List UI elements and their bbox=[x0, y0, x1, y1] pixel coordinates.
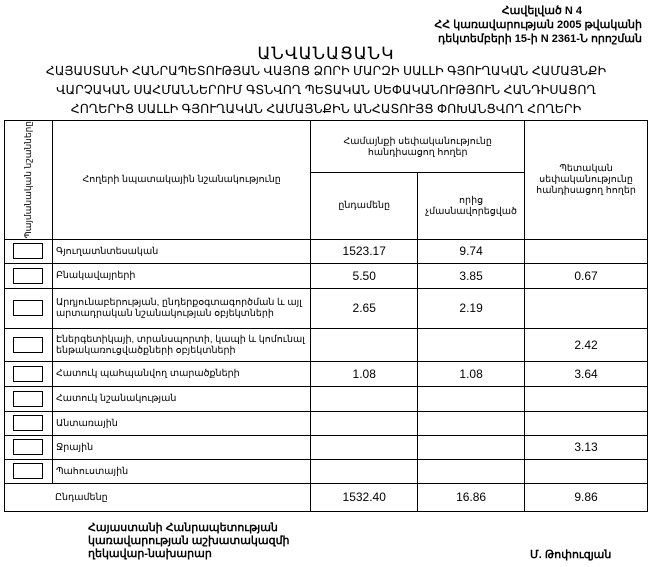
unprivatized-cell bbox=[418, 411, 525, 435]
subtitle-line: ՀՈՂԵՐԻՑ ՍԱԼԼԻ ԳՅՈՒՂԱԿԱՆ ՀԱՄԱՅՆՔԻՆ ԱՆՀԱՏՈՒՅՑ ՓՈԽԱՆՑՎՈՂ ՀՈՂԵՐԻ bbox=[70, 102, 582, 116]
symbol-cell bbox=[5, 239, 53, 263]
symbol-cell bbox=[5, 288, 53, 328]
signatory-title bbox=[88, 522, 290, 561]
purpose-cell: Պահուստային bbox=[52, 459, 310, 483]
purpose-cell: Բնակավայրերի bbox=[52, 263, 310, 288]
table-row bbox=[5, 288, 648, 328]
header-unprivatized: որից չմասնավորեցված bbox=[418, 173, 525, 239]
symbol-cell bbox=[5, 435, 53, 459]
state-cell bbox=[525, 386, 648, 411]
annex-decree-line: ՀՀ կառավարության 2005 թվականի bbox=[434, 19, 642, 31]
sum-row bbox=[5, 483, 648, 511]
total-cell bbox=[311, 435, 418, 459]
document-subtitle bbox=[0, 62, 652, 119]
total-cell: 2.65 bbox=[311, 288, 418, 328]
state-cell bbox=[525, 288, 648, 328]
total-cell: 1523.17 bbox=[311, 239, 418, 263]
subtitle-line: ՎԱՐՉԱԿԱՆ ՍԱՀՄԱՆՆԵՐՈՒՄ ԳՏՆՎՈՂ ՊԵՏԱԿԱՆ ՍԵՓԱԿԱՆՈՒԹՅՈՒՆ ՀԱՆԴԻՍԱՑՈՂ bbox=[56, 83, 596, 97]
symbol-cell bbox=[5, 411, 53, 435]
legend-symbol-box bbox=[13, 439, 43, 455]
state-cell: 3.64 bbox=[525, 361, 648, 386]
annex-reference bbox=[362, 4, 642, 46]
table-row bbox=[5, 328, 648, 361]
legend-symbol-box bbox=[13, 243, 43, 259]
annex-number: Հավելված N 4 bbox=[501, 5, 582, 17]
state-cell bbox=[525, 459, 648, 483]
annex-decree-date: դեկտեմբերի 15-ի N 2361-Ն որոշման bbox=[437, 33, 642, 45]
table-row bbox=[5, 459, 648, 483]
total-cell: 1.08 bbox=[311, 361, 418, 386]
purpose-cell: Արդյունաբերության, ընդերքօգտագործման և այլ արտադրական նշանակության օբյեկտների bbox=[52, 288, 310, 328]
land-table bbox=[4, 120, 648, 512]
state-cell bbox=[525, 411, 648, 435]
purpose-cell: Գյուղատնտեսական bbox=[52, 239, 310, 263]
unprivatized-cell bbox=[418, 435, 525, 459]
legend-symbol-box bbox=[13, 300, 43, 316]
total-cell bbox=[311, 411, 418, 435]
sum-label: Ընդամենը bbox=[5, 483, 311, 511]
total-cell bbox=[311, 328, 418, 361]
legend-symbol-box bbox=[13, 268, 43, 284]
sum-state: 9.86 bbox=[525, 483, 648, 511]
unprivatized-cell: 9.74 bbox=[418, 239, 525, 263]
table-row bbox=[5, 239, 648, 263]
unprivatized-cell bbox=[418, 459, 525, 483]
subtitle-line: ՀԱՅԱՍՏԱՆԻ ՀԱՆՐԱՊԵՏՈՒԹՅԱՆ ՎԱՅՈՑ ՁՈՐԻ ՄԱՐԶԻ ՍԱԼԼԻ ԳՅՈՒՂԱԿԱՆ ՀԱՄԱՅՆՔԻ bbox=[45, 64, 607, 78]
unprivatized-cell: 3.85 bbox=[418, 263, 525, 288]
sum-unprivatized: 16.86 bbox=[418, 483, 525, 511]
table-row bbox=[5, 386, 648, 411]
sum-total: 1532.40 bbox=[311, 483, 418, 511]
legend-symbol-box bbox=[13, 463, 43, 479]
symbol-cell bbox=[5, 459, 53, 483]
total-cell bbox=[311, 459, 418, 483]
state-cell: 2.42 bbox=[525, 328, 648, 361]
symbol-cell bbox=[5, 386, 53, 411]
state-cell: 0.67 bbox=[525, 263, 648, 288]
state-cell bbox=[525, 239, 648, 263]
header-total: ընդամենը bbox=[311, 173, 418, 239]
table-row bbox=[5, 361, 648, 386]
table-row bbox=[5, 435, 648, 459]
legend-symbol-box bbox=[13, 337, 43, 353]
legend-symbol-box bbox=[13, 415, 43, 431]
symbol-cell bbox=[5, 328, 53, 361]
purpose-cell: Անտառային bbox=[52, 411, 310, 435]
signatory-line: կառավարության աշխատակազմի bbox=[88, 535, 290, 547]
symbol-cell bbox=[5, 361, 53, 386]
legend-symbol-box bbox=[13, 366, 43, 382]
table-row bbox=[5, 411, 648, 435]
signatory-line: Հայաստանի Հանրապետության bbox=[88, 522, 278, 534]
table-row bbox=[5, 263, 648, 288]
purpose-cell: Ջրային bbox=[52, 435, 310, 459]
total-cell: 5.50 bbox=[311, 263, 418, 288]
header-state: Պետական սեփականությունը հանդիսացող հողեր bbox=[525, 121, 648, 240]
purpose-cell: Հատուկ պահպանվող տարածքների bbox=[52, 361, 310, 386]
purpose-cell: Հատուկ նշանակության bbox=[52, 386, 310, 411]
unprivatized-cell: 1.08 bbox=[418, 361, 525, 386]
unprivatized-cell bbox=[418, 386, 525, 411]
header-community: Համայնքի սեփականությունը հանդիսացող հողեր bbox=[311, 121, 525, 173]
header-symbols: Պայմանական նշանները bbox=[5, 121, 53, 240]
header-purpose: Հողերի նպատակային նշանակությունը bbox=[52, 121, 310, 240]
unprivatized-cell: 2.19 bbox=[418, 288, 525, 328]
purpose-cell: Էներգետիկայի, տրանսպորտի, կապի և կոմունալ ենթակառուցվածքների օբյեկտների bbox=[52, 328, 310, 361]
total-cell bbox=[311, 386, 418, 411]
symbol-cell bbox=[5, 263, 53, 288]
state-cell: 3.13 bbox=[525, 435, 648, 459]
signatory-name: Մ. Թոփուզյան bbox=[530, 549, 612, 561]
legend-symbol-box bbox=[13, 391, 43, 407]
unprivatized-cell bbox=[418, 328, 525, 361]
signatory-line: ղեկավար-նախարար bbox=[88, 548, 212, 560]
document-title: ԱՆՎԱՆԱՑԱՆԿ bbox=[257, 44, 395, 63]
